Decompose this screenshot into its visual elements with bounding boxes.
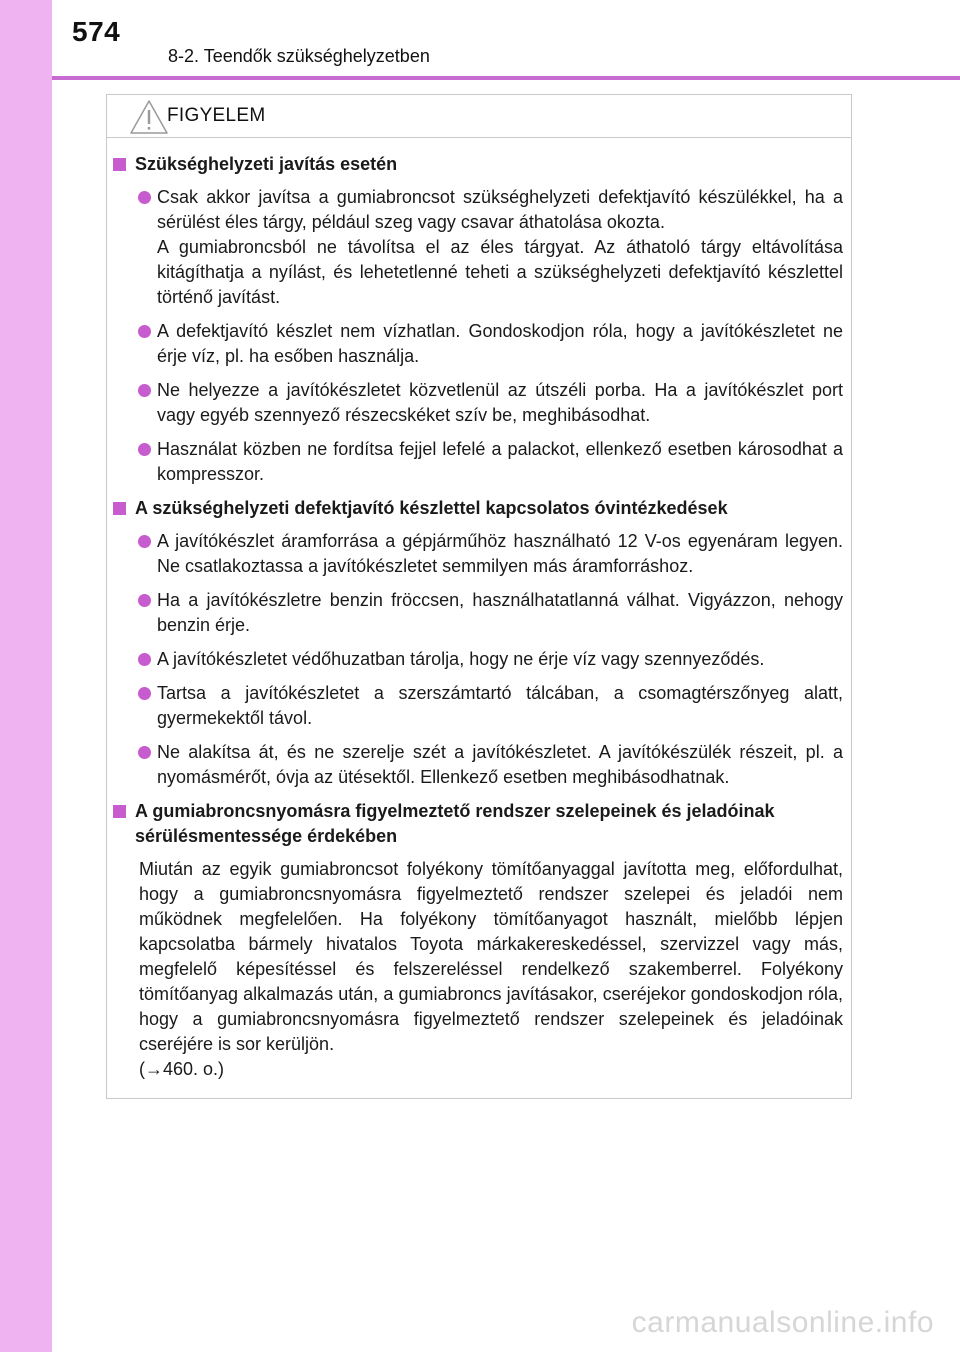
round-bullet-icon xyxy=(138,443,151,456)
section-heading: A szükséghelyzeti defektjavító készlettel kapcsolatos óvintézkedések xyxy=(113,496,843,521)
round-bullet-icon xyxy=(138,653,151,666)
round-bullet-icon xyxy=(138,687,151,700)
watermark: carmanualsonline.info xyxy=(631,1306,934,1339)
list-item: Csak akkor javítsa a gumiabroncsot szükséghelyzeti defektjavító készülékkel, ha a sérülést éles tárgy, például szeg vagy csavar áthatolása okozta. A gumiabroncsból ne távolítsa el az éles tárgyat. Az áthatoló tárgy eltávolítása kitágíthatja a nyílást, és lehetetlenné teheti a szükséghelyzeti defektjavító készlettel történő javítást. xyxy=(113,185,843,310)
page-number: 574 xyxy=(72,16,121,47)
list-item: Tartsa a javítókészletet a szerszámtartó tálcában, a csomagtérszőnyeg alatt, gyermekektől távol. xyxy=(113,681,843,731)
round-bullet-icon xyxy=(138,535,151,548)
round-bullet-icon xyxy=(138,191,151,204)
page-reference: (→460. o.) xyxy=(139,1059,225,1079)
round-bullet-icon xyxy=(138,746,151,759)
list-item: Használat közben ne fordítsa fejjel lefelé a palackot, ellenkező esetben károsodhat a kompresszor. xyxy=(113,437,843,487)
list-item: Ne alakítsa át, és ne szerelje szét a javítókészletet. A javítókészülék részeit, pl. a nyomásmérőt, óvja az ütésektől. Ellenkező esetben meghibásodhatnak. xyxy=(113,740,843,790)
section-heading: Szükséghelyzeti javítás esetén xyxy=(113,152,843,177)
header-divider xyxy=(52,76,960,80)
round-bullet-icon xyxy=(138,594,151,607)
square-bullet-icon xyxy=(113,805,126,818)
warning-box xyxy=(106,94,852,1099)
list-item: A javítókészlet áramforrása a gépjárműhöz használható 12 V-os egyenáram legyen. Ne csatlakoztassa a javítókészletet semmilyen más áramforráshoz. xyxy=(113,529,843,579)
warning-body xyxy=(107,138,851,1082)
chapter-color-strip xyxy=(0,0,52,1352)
section-heading: A gumiabroncsnyomásra figyelmeztető rendszer szelepeinek és jeladóinak sérülésmentessége érdekében xyxy=(113,799,843,849)
paragraph: Miután az egyik gumiabroncsot folyékony tömítőanyaggal javította meg, előfordulhat, hogy a gumiabroncsnyomásra figyelmeztető rendszer szelepei és jeladói nem működnek megfelelően. Ha folyékony tömítőanyagot használt, mielőbb lépjen kapcsolatba bármely hivatalos Toyota márkakereskedéssel, szervizzel vagy más, megfelelő képesítéssel és felszereléssel rendelkező szakemberrel. Folyékony tömítőanyag alkalmazás után, a gumiabroncs javításakor, cseréjekor gondoskodjon róla, hogy a gumiabroncsnyomásra figyelmeztető rendszer szelepeinek és jeladóinak cseréjére is sor kerüljön. (→460. o.) xyxy=(113,857,843,1082)
square-bullet-icon xyxy=(113,158,126,171)
warning-title: FIGYELEM xyxy=(167,105,266,126)
list-item: Ha a javítókészletre benzin fröccsen, használhatatlanná válhat. Vigyázzon, nehogy benzin érje. xyxy=(113,588,843,638)
round-bullet-icon xyxy=(138,384,151,397)
round-bullet-icon xyxy=(138,325,151,338)
square-bullet-icon xyxy=(113,502,126,515)
list-item: Ne helyezze a javítókészletet közvetlenül az útszéli porba. Ha a javítókészlet port vagy egyéb szennyező részecskéket szív be, meghibásodhat. xyxy=(113,378,843,428)
list-item: A defektjavító készlet nem vízhatlan. Gondoskodjon róla, hogy a javítókészletet ne érje víz, pl. ha esőben használja. xyxy=(113,319,843,369)
warning-triangle-icon xyxy=(129,99,169,135)
warning-header xyxy=(107,95,851,138)
list-item: A javítókészletet védőhuzatban tárolja, hogy ne érje víz vagy szennyeződés. xyxy=(113,647,843,672)
section-title: 8-2. Teendők szükséghelyzetben xyxy=(168,46,430,66)
